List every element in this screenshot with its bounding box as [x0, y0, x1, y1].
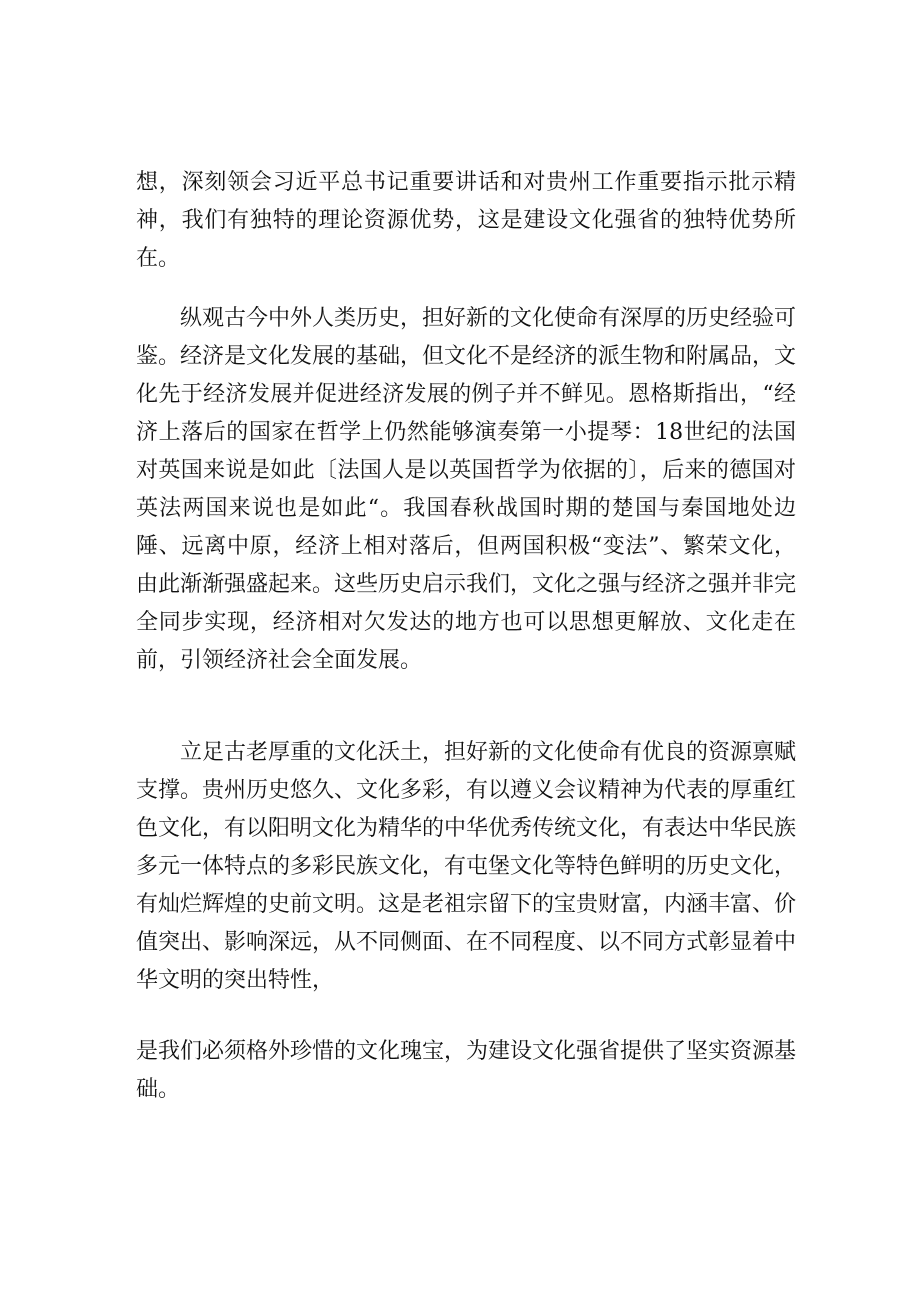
paragraph-conclusion: 是我们必须格外珍惜的文化瑰宝，为建设文化强省提供了坚实资源基础。: [136, 1039, 797, 1102]
paragraph-resources: 立足古老厚重的文化沃土，担好新的文化使命有优良的资源禀赋支撑。贵州历史悠久、文化多彩，有以遵义会议精神为代表的厚重红色文化，有以阳明文化为精华的中华优秀传统文化，有表达中华民族多元一体特点的多彩民族文化，有屯堡文化等特色鲜明的历史文化，有灿烂辉煌的史前文明。这是老祖宗留下的宝贵财富，内涵丰富、价值突出、影响深远，从不同侧面、在不同程度、以不同方式彰显着中华文明的突出特性，: [136, 740, 797, 993]
paragraph-continuation: 想，深刻领会习近平总书记重要讲话和对贵州工作重要指示批示精神，我们有独特的理论资源优势，这是建设文化强省的独特优势所在。: [136, 170, 796, 271]
paragraph-history: 纵观古今中外人类历史，担好新的文化使命有深厚的历史经验可鉴。经济是文化发展的基础，但文化不是经济的派生物和附属品，文化先于经济发展并促进经济发展的例子并不鲜见。恩格斯指出，“经济上落后的国家在哲学上仍然能够演奏第一小提琴：18世纪的法国对英国来说是如此〔法国人是以英国哲学为依据的〕，后来的德国对英法两国来说也是如此“。我国春秋战国时期的楚国与秦国地处边陲、远离中原，经济上相对落后，但两国积极“变法”、繁荣文化，由此渐渐强盛起来。这些历史启示我们，文化之强与经济之强并非完全同步实现，经济相对欠发达的地方也可以思想更解放、文化走在前，引领经济社会全面发展。: [136, 306, 797, 673]
